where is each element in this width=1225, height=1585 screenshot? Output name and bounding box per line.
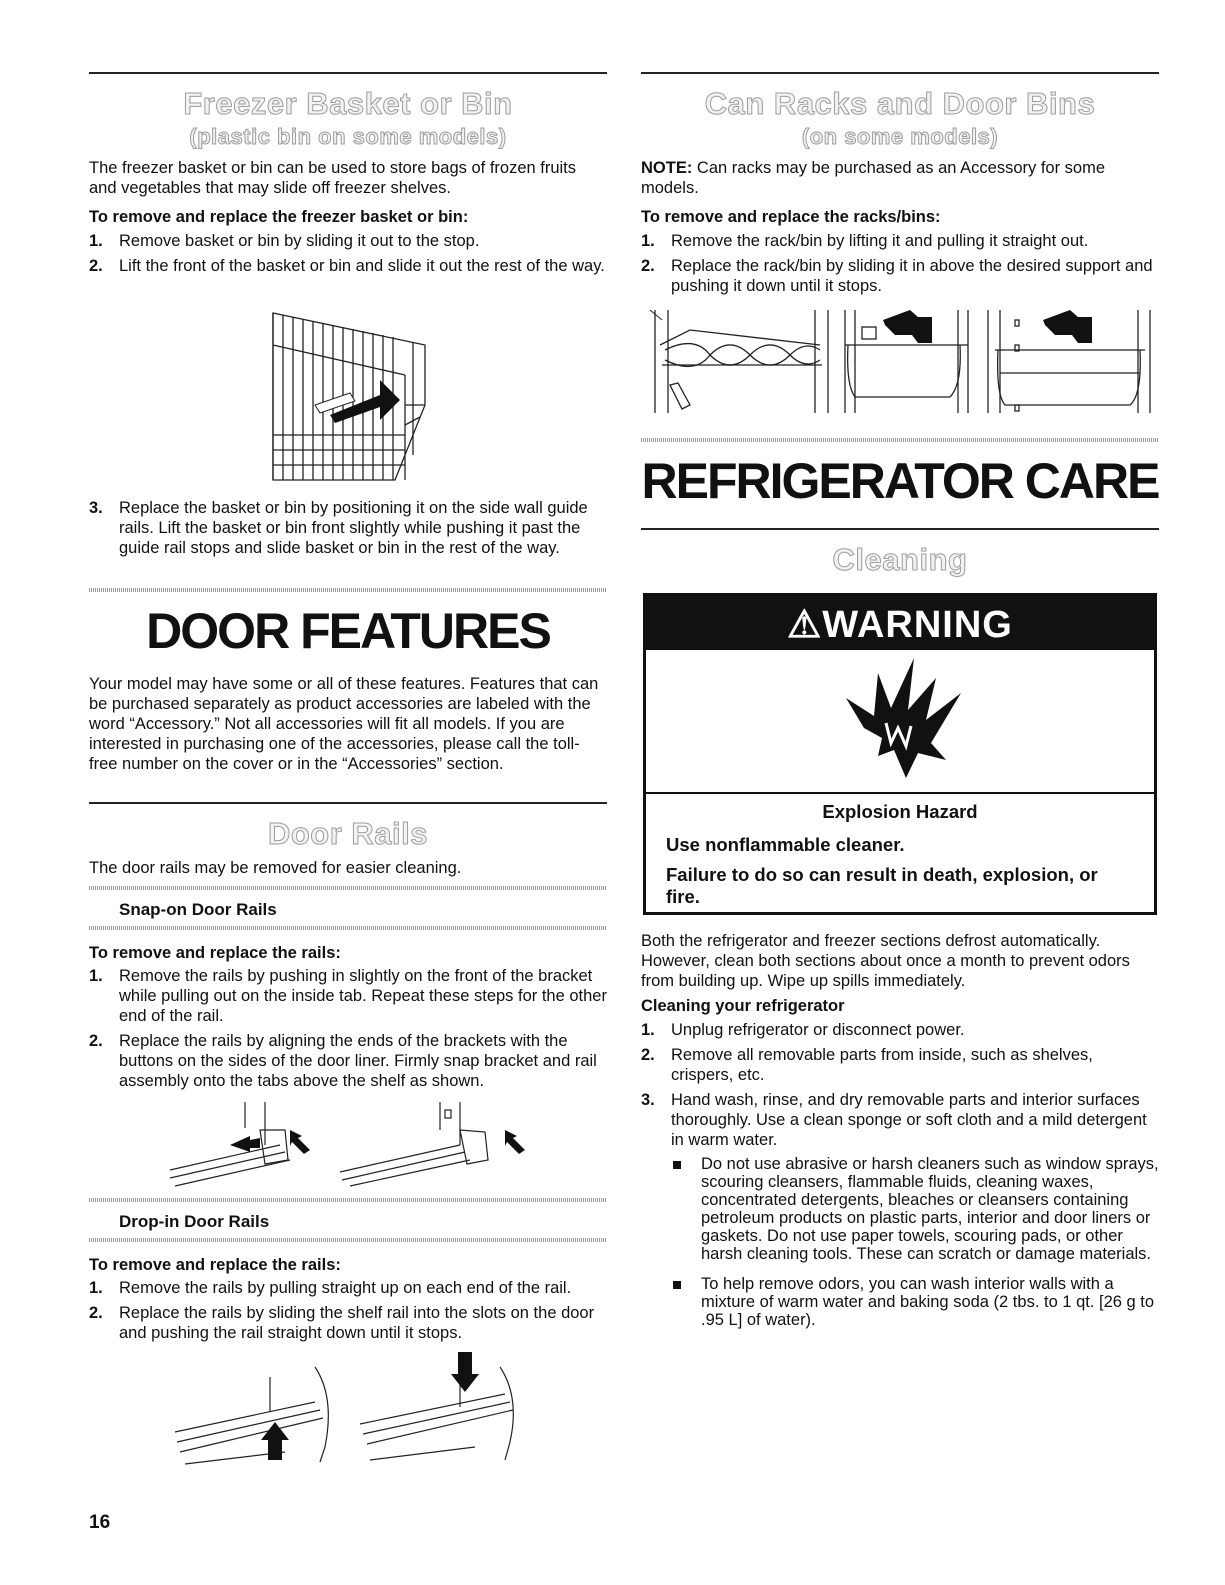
section-divider-right xyxy=(641,438,1159,442)
can-racks-subtitle: (on some models) xyxy=(801,124,999,149)
list-item: 2. Replace the rails by sliding the shelf rail into the slots on the door and pushing the rail straight down until it stops. xyxy=(89,1304,595,1342)
drop-in-rail-illustration xyxy=(175,1352,535,1477)
page-number: 16 xyxy=(89,1512,111,1533)
door-rails-title: Door Rails xyxy=(267,816,429,851)
drop-in-rule-top xyxy=(89,1198,607,1202)
snap-on-rail-illustration xyxy=(170,1100,570,1192)
warning-box xyxy=(643,593,1157,915)
hazard-title: Explosion Hazard xyxy=(822,801,978,822)
freezer-basket-step3 xyxy=(89,498,607,563)
can-racks-instructions-heading: To remove and replace the racks/bins: xyxy=(641,208,941,226)
cleaning-heading: Cleaning your refrigerator xyxy=(641,997,845,1015)
warning-line-1: Use nonflammable cleaner. xyxy=(666,834,905,855)
drop-in-instructions-heading: To remove and replace the rails: xyxy=(89,1256,341,1274)
list-item: 2. Lift the front of the basket or bin and slide it out the rest of the way. xyxy=(89,257,605,275)
list-item: 2. Remove all removable parts from inside, such as shelves, crispers, etc. xyxy=(641,1046,1093,1084)
door-features-intro: Your model may have some or all of these features. Features that can be purchased separately as product accessories are labeled with the word “Accessory.” Not all accessories will fit all models. If you are interested in purchasing one of the accessories, please call the toll-free number on the cover or in the “Accessories” section. xyxy=(89,675,599,773)
can-racks-steps xyxy=(641,231,1159,296)
drop-in-rule-bottom xyxy=(89,1238,607,1242)
freezer-basket-title: Freezer Basket or Bin xyxy=(183,86,513,121)
can-rack-illustration xyxy=(650,305,1155,417)
freezer-basket-steps xyxy=(89,231,607,276)
freezer-basket-instructions-heading: To remove and replace the freezer basket or bin: xyxy=(89,208,469,226)
section-divider xyxy=(89,588,607,592)
refrigerator-care-title: REFRIGERATOR CARE xyxy=(641,453,1159,509)
door-rails-rule xyxy=(89,802,607,804)
can-racks-note: NOTE: Can racks may be purchased as an Accessory for some models. xyxy=(641,159,1106,197)
drop-in-steps xyxy=(89,1278,607,1343)
snap-on-instructions-heading: To remove and replace the rails: xyxy=(89,944,341,962)
cleaning-rule xyxy=(641,528,1159,530)
warning-line-2: Failure to do so can result in death, explosion, or fire. xyxy=(666,864,1098,907)
can-racks-title: Can Racks and Door Bins xyxy=(704,86,1096,121)
list-item: To help remove odors, you can wash interior walls with a mixture of warm water and baking soda (2 tbs. to 1 qt. [26 g to .95 L] of water). xyxy=(641,1275,1159,1329)
list-item: 1. Remove the rails by pushing in slightly on the front of the bracket while pulling out on the inside tab. Repeat these steps for the other end of the rail. xyxy=(89,967,607,1025)
cleaning-steps xyxy=(641,1020,1159,1150)
freezer-basket-section xyxy=(89,158,607,281)
list-item: 1. Remove basket or bin by sliding it out to the stop. xyxy=(89,232,480,250)
warning-separator xyxy=(646,792,1154,794)
can-racks-section xyxy=(641,158,1159,301)
freezer-basket-subtitle: (plastic bin on some models) xyxy=(189,124,507,149)
explosion-icon xyxy=(836,658,966,783)
list-item: 3. Hand wash, rinse, and dry removable parts and interior surfaces thoroughly. Use a clean sponge or soft cloth and a mild detergent in warm water. xyxy=(641,1091,1147,1149)
drop-in-heading: Drop-in Door Rails xyxy=(119,1212,270,1231)
list-item: 2. Replace the rails by aligning the ends of the brackets with the buttons on the sides of the door liner. Firmly snap bracket and rail assembly onto the tabs above the shelf as shown. xyxy=(89,1032,597,1090)
list-item: Do not use abrasive or harsh cleaners such as window sprays, scouring cleansers, flammable fluids, cleaning waxes, concentrated detergents, bleaches or cleansers containing petroleum products on plastic parts, interior and door liners or gaskets. Do not use paper towels, scouring pads, or other harsh cleaning tools. These can scratch or damage materials. xyxy=(641,1155,1159,1263)
door-features-section xyxy=(89,674,607,774)
freezer-basket-intro: The freezer basket or bin can be used to store bags of frozen fruits and vegetables that may slide off freezer shelves. xyxy=(89,159,577,197)
list-item: 1. Unplug refrigerator or disconnect power. xyxy=(641,1021,965,1039)
door-rails-intro: The door rails may be removed for easier cleaning. xyxy=(89,859,462,877)
snap-on-rule-bottom xyxy=(89,926,607,930)
snap-on-heading: Snap-on Door Rails xyxy=(119,900,277,919)
warning-title: ⚠WARNING xyxy=(787,604,1013,646)
top-rule-right xyxy=(641,72,1159,74)
freezer-basket-illustration xyxy=(255,305,445,490)
freezer-basket-steps-cont xyxy=(89,498,607,558)
snap-on-steps xyxy=(89,966,607,1091)
cleaning-title: Cleaning xyxy=(832,542,968,577)
cleaning-intro: Both the refrigerator and freezer sections defrost automatically. However, clean both sections about once a month to prevent odors from building up. Wipe up spills immediately. xyxy=(641,932,1130,990)
door-rails-intro-wrap xyxy=(89,858,607,878)
list-item: 3. Replace the basket or bin by positioning it on the side wall guide rails. Lift the basket or bin front slightly while pushing it past the guide rail stops and slide basket or bin in the rest of the way. xyxy=(89,499,588,557)
snap-on-rule-top xyxy=(89,886,607,890)
snap-on-section xyxy=(89,943,607,1096)
list-item: 2. Replace the rack/bin by sliding it in above the desired support and pushing it down until it stops. xyxy=(641,257,1153,295)
cleaning-section xyxy=(641,931,1159,1341)
drop-in-section xyxy=(89,1255,607,1348)
top-rule-left xyxy=(89,72,607,74)
warning-header xyxy=(646,596,1154,650)
cleaning-bullets xyxy=(641,1155,1159,1329)
list-item: 1. Remove the rack/bin by lifting it and pulling it straight out. xyxy=(641,232,1089,250)
door-features-title: DOOR FEATURES xyxy=(146,603,550,659)
list-item: 1. Remove the rails by pulling straight up on each end of the rail. xyxy=(89,1279,572,1297)
